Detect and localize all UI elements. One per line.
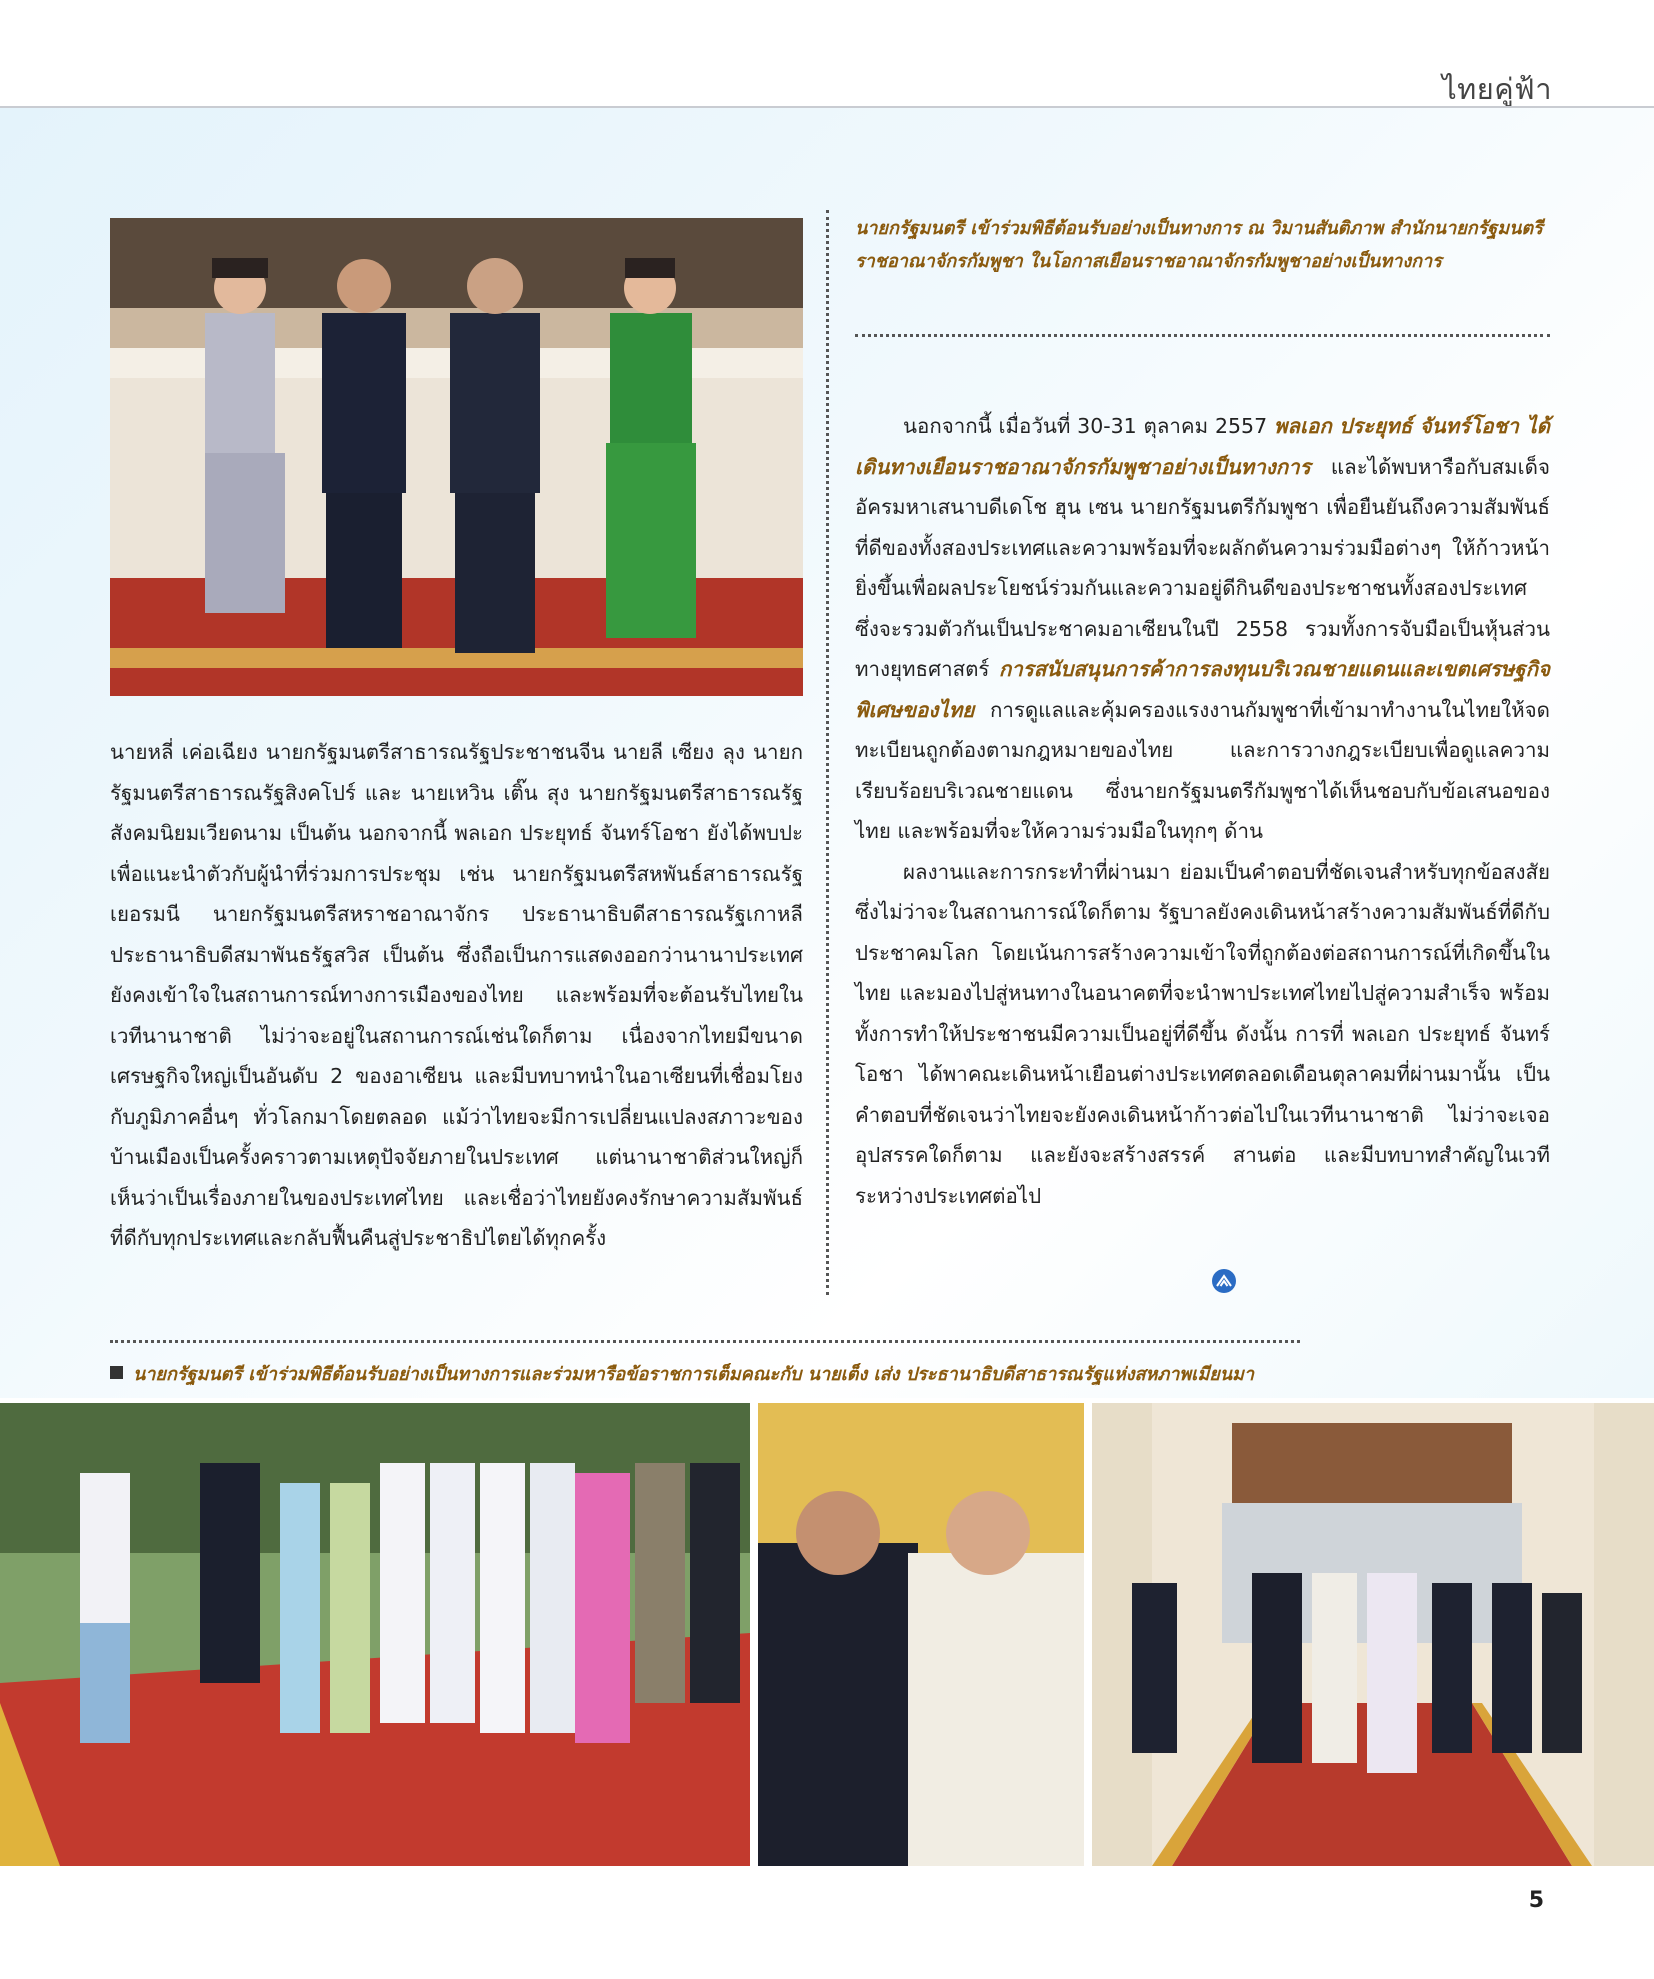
magazine-title: ไทยคู่ฟ้า [1442, 72, 1552, 106]
column-divider [826, 210, 829, 1295]
left-column [110, 732, 803, 1259]
photo-myanmar-handshake [758, 1403, 1084, 1866]
header-divider [0, 106, 1654, 108]
p1-highlight-1: พลเอก ประยุทธ์ จันทร์โอชา ได้เดินทางเยือนราชอาณาจักรกัมพูชาอย่างเป็นทางการ [855, 414, 1550, 479]
p1-text-b: และได้พบหารือกับสมเด็จอัครมหาเสนาบดีเดโช ฮุน เซน นายกรัฐมนตรีกัมพูชา เพื่อยืนยันถึงความสัมพันธ์ที่ดีของทั้งสองประเทศและความพร้อมที่จะผลักดันความร่วมมือต่างๆ ให้ก้าวหน้ายิ่งขึ้นเพื่อผลประโยชน์ร่วมกันและความอยู่ดีกินดีของประชาชนทั้งสองประเทศ ซึ่งจะรวมตัวกันเป็นประชาคมอาเซียนในปี 2558 รวมทั้งการจับมือเป็นหุ้นส่วนทางยุทธศาสตร์ [855, 454, 1550, 681]
page-number: 5 [1528, 1888, 1544, 1913]
caption-divider [855, 334, 1550, 337]
p1-highlight-2: การสนับสนุนการค้าการลงทุนบริเวณชายแดนและเขตเศรษฐกิจพิเศษของไทย [855, 657, 1550, 722]
p1-text-a: นอกจากนี้ เมื่อวันที่ 30-31 ตุลาคม 2557 [903, 414, 1274, 438]
left-paragraph: นายหลี่ เค่อเฉียง นายกรัฐมนตรีสาธารณรัฐประชาชนจีน นายลี เซียง ลุง นายกรัฐมนตรีสาธารณรัฐสิงคโปร์ และ นายเหวิน เติ๊น สุง นายกรัฐมนตรีสาธารณรัฐสังคมนิยมเวียดนาม เป็นต้น นอกจากนี้ พลเอก ประยุทธ์ จันทร์โอชา ยังได้พบปะเพื่อแนะนำตัวกับผู้นำที่ร่วมการประชุม เช่น นายกรัฐมนตรีสหพันธ์สาธารณรัฐเยอรมนี นายกรัฐมนตรีสหราชอาณาจักร ประธานาธิบดีสาธารณรัฐเกาหลี ประธานาธิบดีสมาพันธรัฐสวิส เป็นต้น ซึ่งถือเป็นการแสดงออกว่านานาประเทศยังคงเข้าใจในสถานการณ์ทางการเมืองของไทย และพร้อมที่จะต้อนรับไทยในเวทีนานาชาติ ไม่ว่าจะอยู่ในสถานการณ์เช่นใดก็ตาม เนื่องจากไทยมีขนาดเศรษฐกิจใหญ่เป็นอันดับ 2 ของอาเซียน และมีบทบาทนำในอาเซียนที่เชื่อมโยงกับภูมิภาคอื่นๆ ทั่วโลกมาโดยตลอด แม้ว่าไทยจะมีการเปลี่ยนแปลงสภาวะของบ้านเมืองเป็นครั้งคราวตามเหตุปัจจัยภายในประเทศ แต่นานาชาติส่วนใหญ่ก็เห็นว่าเป็นเรื่องภายในของประเทศไทย และเชื่อว่าไทยยังคงรักษาความสัมพันธ์ที่ดีกับทุกประเทศและกลับฟื้นคืนสู่ประชาธิปไตยได้ทุกครั้ง [110, 740, 803, 1250]
photo-caption-top: นายกรัฐมนตรี เข้าร่วมพิธีต้อนรับอย่างเป็นทางการ ณ วิมานสันติภาพ สำนักนายกรัฐมนตรี ราชอาณาจักรกัมพูชา ในโอกาสเยือนราชอาณาจักรกัมพูชาอย่างเป็นทางการ [855, 218, 1543, 272]
p1-text-c: การดูแลและคุ้มครองแรงงานกัมพูชาที่เข้ามาทำงานในไทยให้จดทะเบียนถูกต้องตามกฎหมายของไทย และการวางกฎระเบียบเพื่อดูแลความเรียบร้อยบริเวณชายแดน ซึ่งนายกรัฐมนตรีกัมพูชาได้เห็นชอบกับข้อเสนอของไทย และพร้อมที่จะให้ความร่วมมือในทุกๆ ด้าน [855, 697, 1550, 843]
right-column [855, 406, 1550, 1216]
right-paragraph-2: ผลงานและการกระทำที่ผ่านมา ย่อมเป็นคำตอบที่ชัดเจนสำหรับทุกข้อสงสัย ซึ่งไม่ว่าจะในสถานการณ์ใดก็ตาม รัฐบาลยังคงเดินหน้าสร้างความสัมพันธ์ที่ดีกับประชาคมโลก โดยเน้นการสร้างความเข้าใจที่ถูกต้องต่อสถานการณ์ที่เกิดขึ้นในไทย และมองไปสู่หนทางในอนาคตที่จะนำพาประเทศไทยไปสู่ความสำเร็จ พร้อมทั้งการทำให้ประชาชนมีความเป็นอยู่ที่ดีขึ้น ดังนั้น การที่ พลเอก ประยุทธ์ จันทร์โอชา ได้พาคณะเดินหน้าเยือนต่างประเทศตลอดเดือนตุลาคมที่ผ่านมานั้น เป็นคำตอบที่ชัดเจนว่าไทยจะยังคงเดินหน้าก้าวต่อไปในเวทีนานาชาติ ไม่ว่าจะเจออุปสรรคใดก็ตาม และยังจะสร้างสรรค์ สานต่อ และมีบทบาทสำคัญในเวทีระหว่างประเทศต่อไป [855, 859, 1550, 1208]
end-mark-icon [1212, 1269, 1236, 1293]
bottom-caption-text: นายกรัฐมนตรี เข้าร่วมพิธีต้อนรับอย่างเป็นทางการและร่วมหารือข้อราชการเต็มคณะกับ นายเต็ง เส่ง ประธานาธิบดีสาธารณรัฐแห่งสหภาพเมียนมา [133, 1364, 1255, 1385]
photo-caption-bottom [110, 1359, 1254, 1388]
right-paragraph-1 [855, 406, 1550, 852]
bullet-square-icon [110, 1366, 123, 1379]
photo-myanmar-walk [1092, 1403, 1654, 1866]
photo-myanmar-welcome-line [0, 1403, 750, 1866]
photo-cambodia-welcome [110, 218, 803, 696]
bottom-caption-divider [110, 1340, 1300, 1343]
